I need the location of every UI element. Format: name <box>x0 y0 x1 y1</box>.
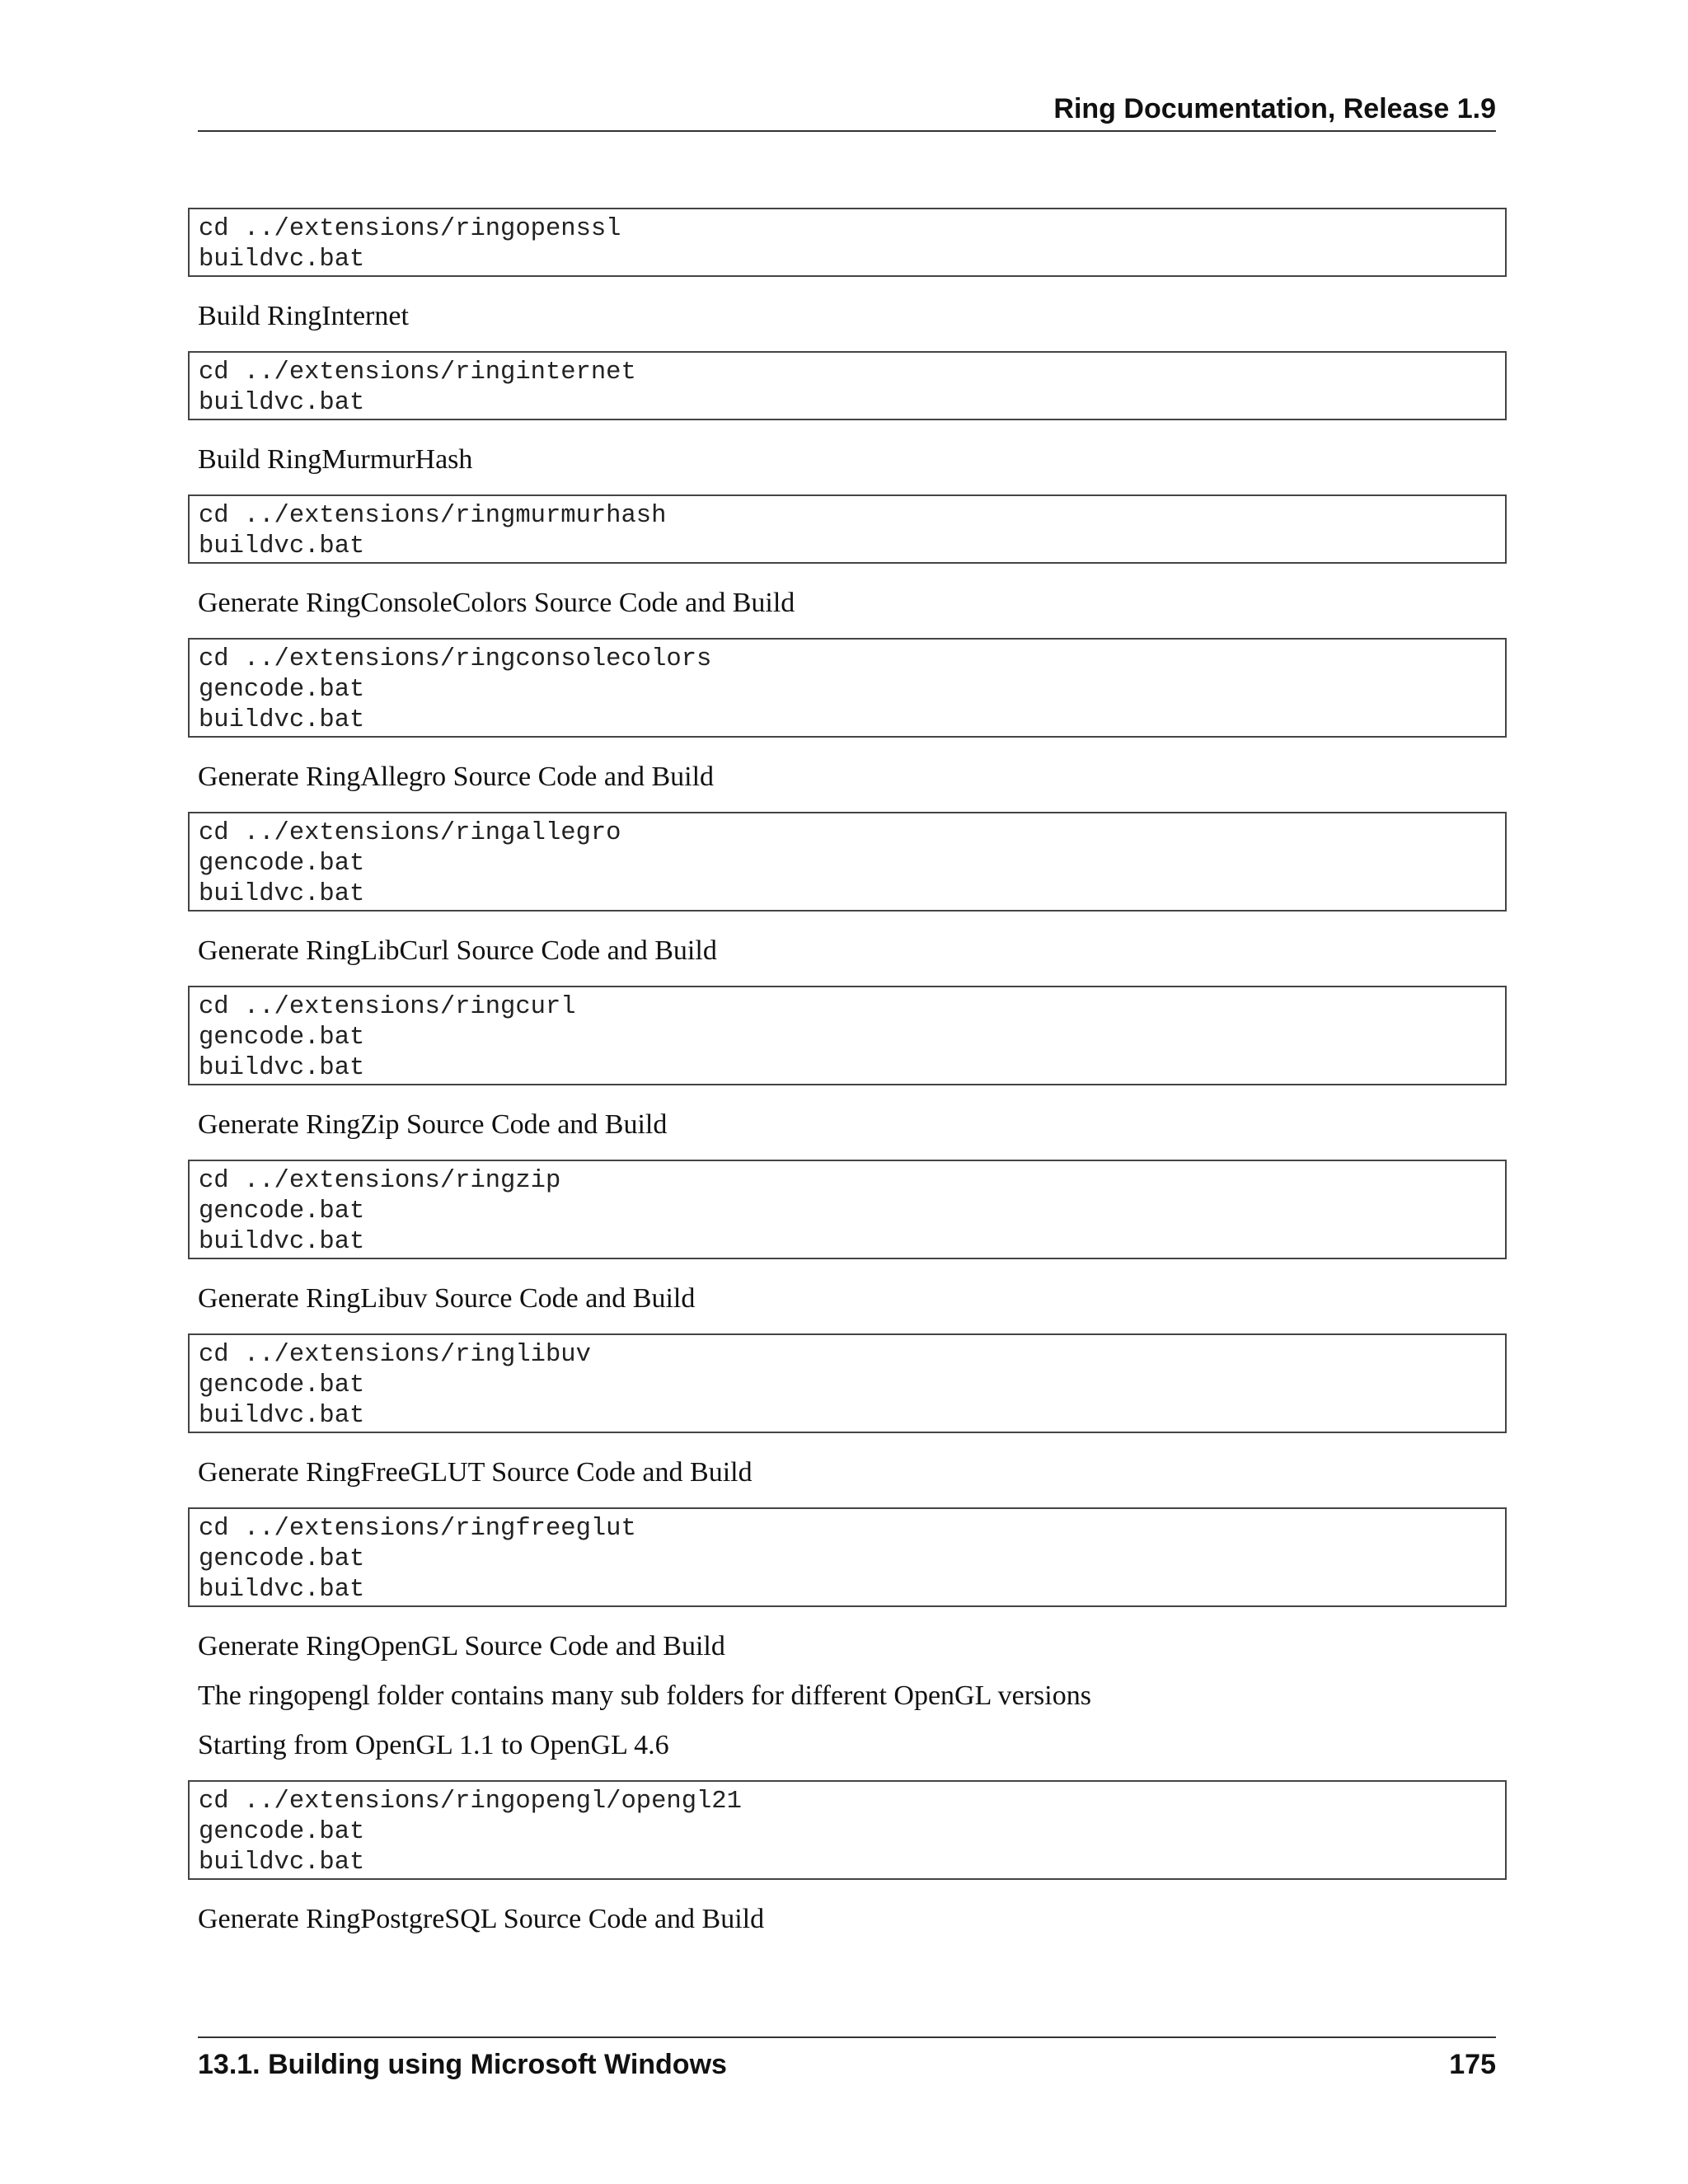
code-line: cd ../extensions/ringopenssl <box>199 215 621 243</box>
code-block <box>188 208 1507 277</box>
code-block <box>188 638 1507 738</box>
paragraph: Generate RingLibuv Source Code and Build <box>198 1283 696 1314</box>
code-line: cd ../extensions/ringallegro <box>199 819 621 847</box>
code-line: buildvc.bat <box>199 1228 365 1256</box>
code-line: buildvc.bat <box>199 1849 365 1877</box>
code-line: cd ../extensions/ringconsolecolors <box>199 645 712 673</box>
code-line: cd ../extensions/ringmurmurhash <box>199 502 667 530</box>
page-header <box>198 92 1496 132</box>
section-title: 13.1. Building using Microsoft Windows <box>198 2049 727 2080</box>
code-line: gencode.bat <box>199 1545 365 1573</box>
paragraph: Generate RingPostgreSQL Source Code and Build <box>198 1904 765 1934</box>
code-line: buildvc.bat <box>199 389 365 417</box>
paragraph: Generate RingZip Source Code and Build <box>198 1109 668 1140</box>
code-block <box>188 1333 1507 1433</box>
code-line: buildvc.bat <box>199 246 365 274</box>
code-line: buildvc.bat <box>199 706 365 734</box>
code-block <box>188 986 1507 1085</box>
paragraph: Generate RingOpenGL Source Code and Build <box>198 1631 725 1661</box>
paragraph: Generate RingAllegro Source Code and Build <box>198 762 715 792</box>
code-block <box>188 494 1507 564</box>
paragraph: Generate RingConsoleColors Source Code and Build <box>198 588 795 618</box>
code-block <box>188 812 1507 912</box>
code-line: cd ../extensions/ringlibuv <box>199 1341 591 1369</box>
paragraph: Build RingMurmurHash <box>198 444 473 475</box>
code-block <box>188 1160 1507 1259</box>
paragraph: Starting from OpenGL 1.1 to OpenGL 4.6 <box>198 1730 669 1760</box>
page-number: 175 <box>1449 2049 1496 2080</box>
code-line: buildvc.bat <box>199 1576 365 1604</box>
code-line: gencode.bat <box>199 1197 365 1226</box>
code-line: gencode.bat <box>199 1371 365 1399</box>
code-line: gencode.bat <box>199 676 365 704</box>
code-line: cd ../extensions/ringfreeglut <box>199 1515 636 1543</box>
code-line: gencode.bat <box>199 1818 365 1846</box>
paragraph: Generate RingFreeGLUT Source Code and Build <box>198 1457 753 1488</box>
code-line: gencode.bat <box>199 1024 365 1052</box>
page-footer <box>198 2036 1496 2080</box>
code-line: cd ../extensions/ringzip <box>199 1167 561 1195</box>
code-block <box>188 1780 1507 1880</box>
paragraph: Build RingInternet <box>198 301 409 331</box>
code-line: buildvc.bat <box>199 532 365 560</box>
document-title: Ring Documentation, Release 1.9 <box>1053 93 1496 124</box>
paragraph: Generate RingLibCurl Source Code and Build <box>198 935 717 966</box>
code-line: buildvc.bat <box>199 1402 365 1430</box>
code-line: cd ../extensions/ringcurl <box>199 993 576 1021</box>
code-block <box>188 1507 1507 1607</box>
code-line: gencode.bat <box>199 850 365 878</box>
code-line: buildvc.bat <box>199 1054 365 1082</box>
document-body <box>188 208 1507 1954</box>
code-line: buildvc.bat <box>199 880 365 908</box>
code-block <box>188 351 1507 420</box>
code-line: cd ../extensions/ringinternet <box>199 359 636 387</box>
paragraph: The ringopengl folder contains many sub folders for different OpenGL versions <box>198 1680 1091 1711</box>
code-line: cd ../extensions/ringopengl/opengl21 <box>199 1788 742 1816</box>
